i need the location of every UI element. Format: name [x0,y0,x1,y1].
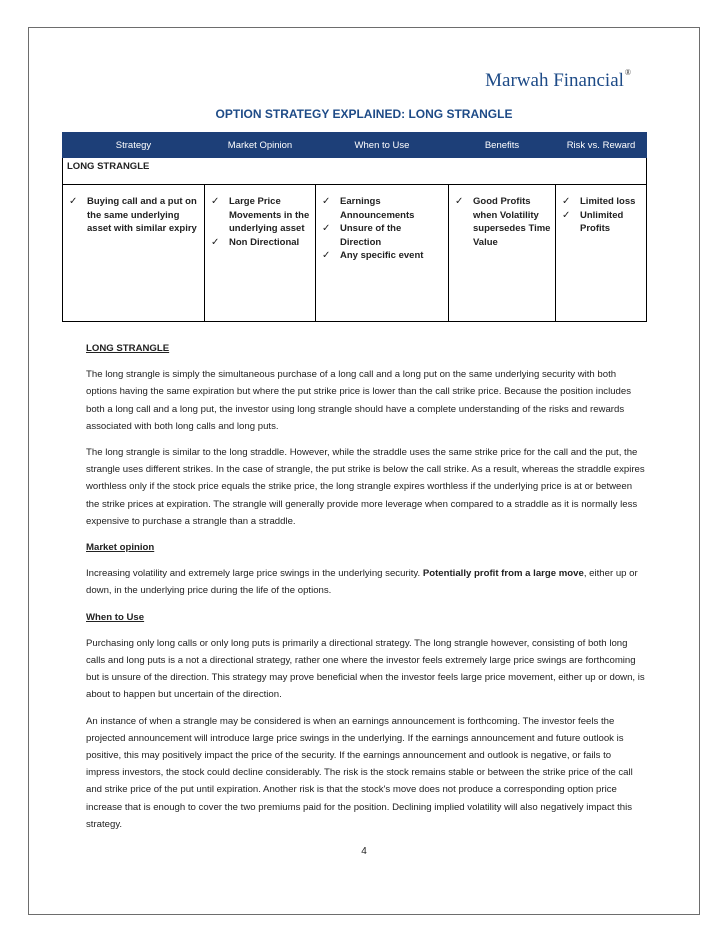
list-item: ✓ Unlimited Profits [562,209,624,234]
list-item: ✓ Limited loss [562,196,636,207]
header-benefits: Benefits [449,133,556,158]
strategy-detail-row [63,185,647,322]
header-when-to-use: When to Use [316,133,449,158]
header-risk-reward: Risk vs. Reward [556,133,647,158]
strategy-name: LONG STRANGLE [63,158,647,185]
list-item: ✓ Unsure of the Direction [322,223,402,248]
section-heading-market-opinion: Market opinion [86,542,155,554]
paragraph-when-1: Purchasing only long calls or only long puts is primarily a directional strategy. The long strangle however, consisting of both long calls and long puts is a not a directional strategy, rather one where the investor feels extremely large price swings are forthcoming but is unsure of the direction. This strategy may prove beneficial when the investor feels large price movement, either up or down, is about to happen but uncertain of the direction. [86,637,645,701]
list-item: ✓ Non Directional [211,236,300,248]
checkmark-icon: ✓ [322,250,331,261]
list-item: ✓ Good Profits when Volatility supersedes Time Value [455,196,551,248]
document-title: OPTION STRATEGY EXPLAINED: LONG STRANGLE [215,107,513,121]
brand-name: Marwah Financial [485,70,624,91]
cell-risk-reward [556,185,647,322]
list-item: ✓ Earnings Announcements [322,196,415,221]
section-heading-when-to-use: When to Use [86,611,145,623]
cell-strategy [63,185,205,322]
paragraph-when-2: An instance of when a strangle may be considered is when an earnings announcement is forthcoming. The investor feels the projected announcement will introduce large price swings in the underlying. If the earnings announcement and future outlook is positive, this may positively impact the price of the security. If the earnings announcement and outlook is negative, or fails to impress investors, the stock could decline considerably. The risk is the stock remains stable or between the strike price of the call and strike price of the put until expiration. Another risk is that the stock's move does not produce a corresponding option price increase that is enough to cover the two premiums paid for the position. Declining implied volatility will also negatively impact this strategy. [86,715,633,830]
section-heading-long-strangle: LONG STRANGLE [86,343,170,354]
cell-when-to-use [316,185,449,322]
page-number: 4 [361,846,367,857]
cell-market-opinion [205,185,316,322]
list-item: ✓ Large Price Movements in the underlying asset [211,196,310,234]
cell-benefits [449,185,556,322]
checkmark-icon: ✓ [211,236,220,248]
paragraph-market-opinion: Increasing volatility and extremely large price swings in the underlying security. Potentially profit from a large move, either up or down, in the underlying price during the life of the options. [86,568,638,597]
paragraph-intro-2: The long strangle is similar to the long straddle. However, while the straddle uses the same strike price for the call and the put, the strangle uses different strikes. In the case of strangle, the put strike is below the call strike. As a result, whereas the straddle expires worthless only if the stock price equals the strike price, the long strangle expires worthless if the underlying price is at or between the strike prices at expiration. The strangle will generally provide more leverage when compared to a straddle as it is normally less expensive to purchase a strangle than a straddle. [86,447,645,527]
emphasis-text: Potentially profit from a large move [422,568,584,580]
list-item: ✓ Buying call and a put on the same underlying asset with similar expiry [69,196,197,234]
checkmark-icon: ✓ [69,196,78,207]
checkmark-icon: ✓ [211,196,220,207]
table-header-row [63,133,647,158]
checkmark-icon: ✓ [562,196,571,207]
article-body [86,340,646,842]
strategy-name-row [63,158,647,185]
brand-logo [485,70,630,92]
strategy-table [62,132,647,322]
paragraph-intro-1: The long strangle is simply the simultaneous purchase of a long call and a long put on the same underlying security with both options having the same expiration but where the put strike price is lower than the call strike price. Because the position includes both a long call and a long put, the investor using long strangle should have a complete understanding of the risks and rewards associated with both long calls and long puts. [86,369,632,432]
checkmark-icon: ✓ [455,196,464,207]
list-item: ✓ Any specific event [322,250,424,261]
header-strategy: Strategy [63,133,205,158]
header-market-opinion: Market Opinion [205,133,316,158]
checkmark-icon: ✓ [322,196,331,207]
registered-mark: ® [624,68,631,77]
checkmark-icon: ✓ [322,223,331,234]
checkmark-icon: ✓ [562,209,571,221]
